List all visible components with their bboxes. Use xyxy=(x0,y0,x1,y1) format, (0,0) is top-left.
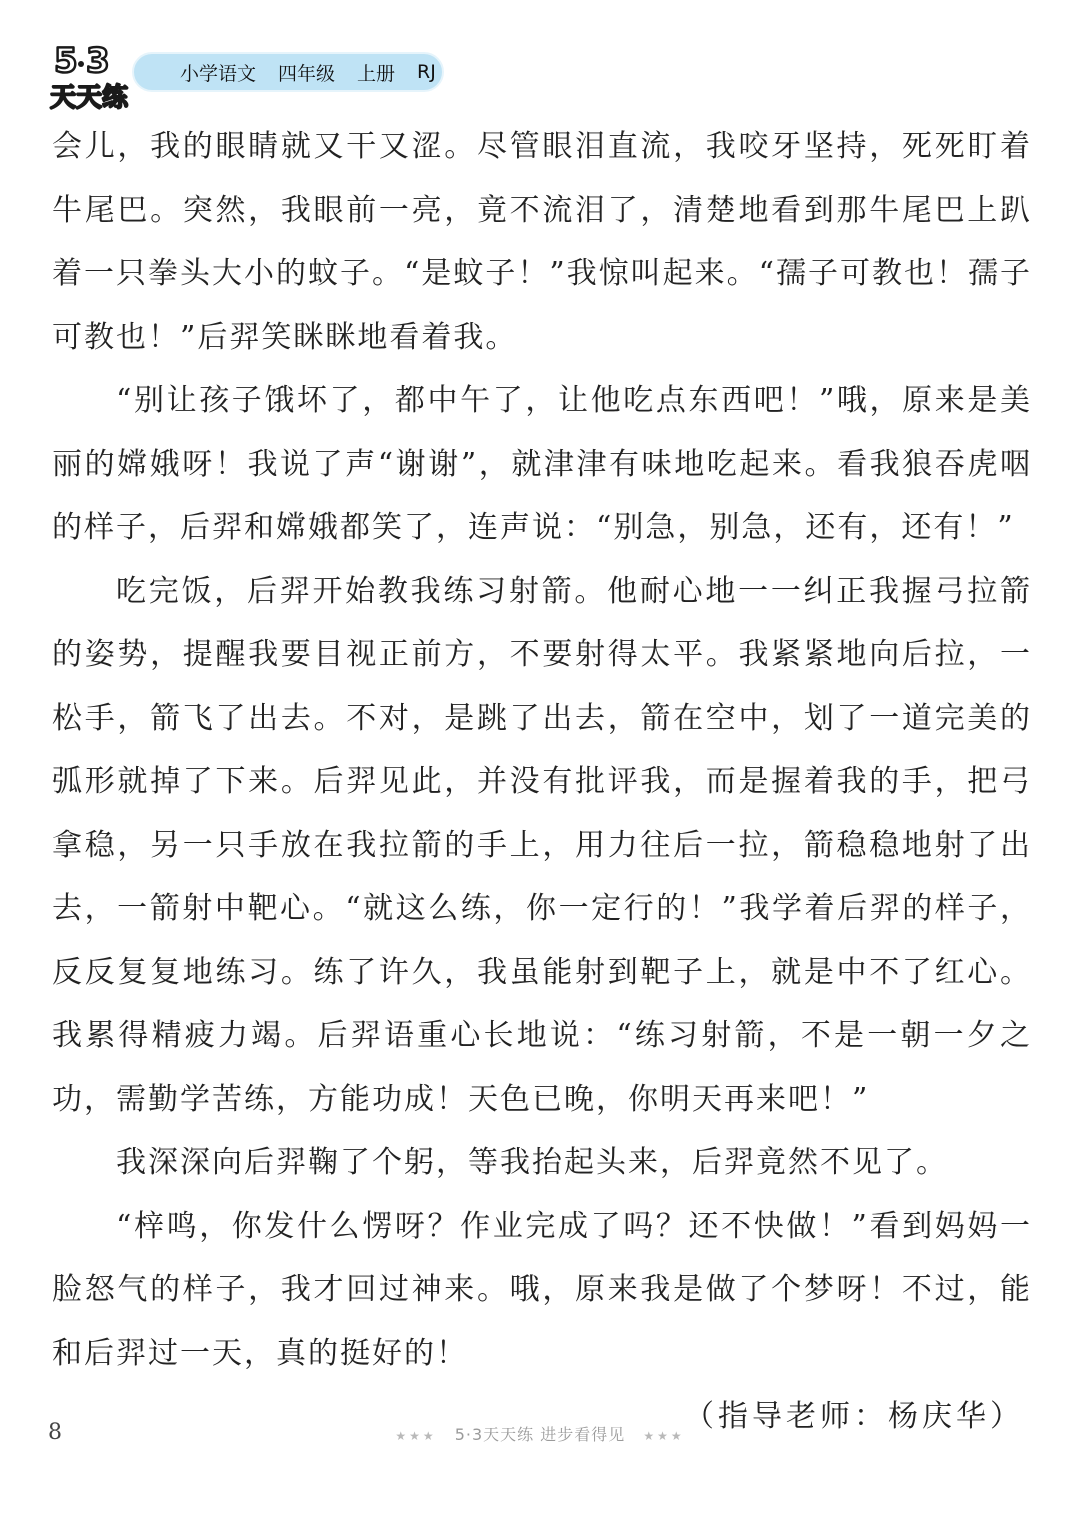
page-number: 8 xyxy=(48,1420,62,1445)
paragraph-continued: 会儿，我的眼睛就又干又涩。尽管眼泪直流，我咬牙坚持，死死盯着牛尾巴。突然，我眼前一亮，竟不流泪了，清楚地看到那牛尾巴上趴着一只拳头大小的蚊子。“是蚊子！”我惊叫起来。“孺子可教也！孺子可教也！”后羿笑眯眯地看着我。 xyxy=(52,129,1033,355)
svg-text:3: 3 xyxy=(86,41,110,81)
paragraph: “梓鸣，你发什么愣呀？作业完成了吗？还不快做！”看到妈妈一脸怒气的样子，我才回过神来。哦，原来我是做了个梦呀！不过，能和后羿过一天，真的挺好的！ xyxy=(52,1208,1032,1371)
volume-label: 上册 xyxy=(357,62,396,85)
footer-slogan xyxy=(0,1422,1080,1445)
teacher-signature: （指导老师：杨庆华） xyxy=(684,1399,1024,1434)
brand-logo-icon xyxy=(46,38,146,114)
edition-label: RJ xyxy=(417,61,436,83)
svg-text:天天练: 天天练 xyxy=(50,83,129,113)
svg-text:5: 5 xyxy=(54,41,78,81)
subject-label: 小学语文 xyxy=(180,62,257,85)
essay-body xyxy=(52,115,1032,1449)
book-header xyxy=(40,30,440,120)
stars-left-icon: ★★★ xyxy=(395,1429,437,1443)
stars-right-icon: ★★★ xyxy=(643,1429,685,1443)
paragraph: 我深深向后羿鞠了个躬，等我抬起头来，后羿竟然不见了。 xyxy=(116,1145,948,1180)
paragraph: 吃完饭，后羿开始教我练习射箭。他耐心地一一纠正我握弓拉箭的姿势，提醒我要目视正前方，不要射得太平。我紧紧地向后拉，一松手，箭飞了出去。不对，是跳了出去，箭在空中，划了一道完美的弧形就掉了下来。后羿见此，并没有批评我，而是握着我的手，把弓拿稳，另一只手放在我拉箭的手上，用力往后一拉，箭稳稳地射了出去，一箭射中靶心。“就这么练，你一定行的！”我学着后羿的样子，反反复复地练习。练了许久，我虽能射到靶子上，就是中不了红心。我累得精疲力竭。后羿语重心长地说：“练习射箭，不是一朝一夕之功，需勤学苦练，方能功成！天色已晚，你明天再来吧！” xyxy=(52,573,1032,1117)
course-info-pill xyxy=(132,52,444,92)
page-footer xyxy=(0,1418,1080,1448)
slogan-text: 5·3天天练 进步看得见 xyxy=(454,1425,626,1444)
grade-label: 四年级 xyxy=(278,62,336,85)
paragraph: “别让孩子饿坏了，都中午了，让他吃点东西吧！”哦，原来是美丽的嫦娥呀！我说了声“谢谢”，就津津有味地吃起来。看我狼吞虎咽的样子，后羿和嫦娥都笑了，连声说：“别急，别急，还有，还有！” xyxy=(52,383,1032,545)
